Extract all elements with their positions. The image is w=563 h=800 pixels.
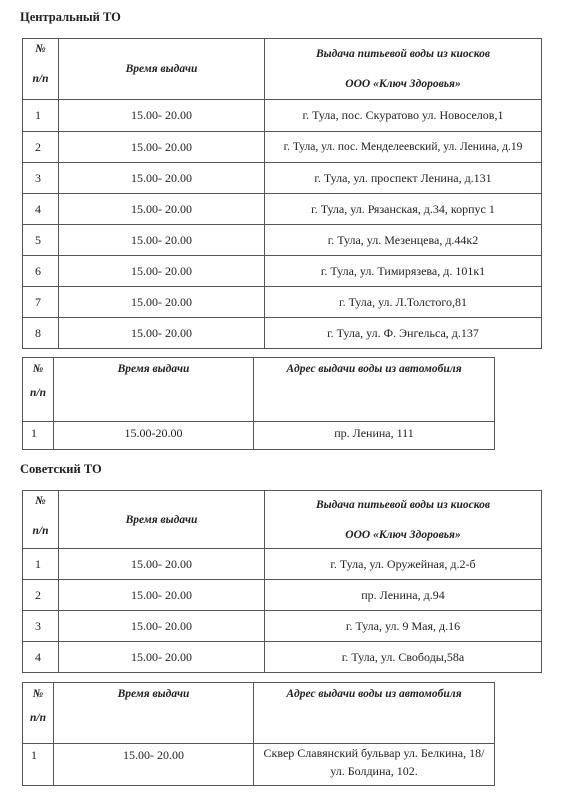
- row-address: г. Тула, ул. Свободы,58а: [265, 642, 542, 673]
- row-num: 2: [23, 580, 59, 611]
- row-address: г. Тула, ул. Л.Толстого,81: [265, 287, 542, 318]
- table-row: [23, 132, 542, 163]
- row-time: 15.00-20.00: [54, 422, 254, 450]
- row-address: г. Тула, ул. пос. Менделеевский, ул. Ленина, д.19: [265, 132, 542, 163]
- row-num: 1: [23, 100, 59, 132]
- row-num: 2: [23, 132, 59, 163]
- row-time: 15.00- 20.00: [59, 642, 265, 673]
- table-row: [23, 744, 495, 786]
- header-time: Время выдачи: [59, 39, 265, 100]
- row-num: 5: [23, 225, 59, 256]
- row-time: 15.00- 20.00: [59, 611, 265, 642]
- header-address: Адрес выдачи воды из автомобиля: [254, 683, 495, 744]
- row-address: г. Тула, ул. проспект Ленина, д.131: [265, 163, 542, 194]
- header-time: Время выдачи: [59, 491, 265, 549]
- table-row: [23, 163, 542, 194]
- row-time: 15.00- 20.00: [59, 287, 265, 318]
- header-num: № п/п: [23, 491, 59, 549]
- section-title-sovetsky: Советский ТО: [20, 462, 102, 476]
- table-header-row: [23, 683, 495, 744]
- row-time: 15.00- 20.00: [59, 132, 265, 163]
- row-num: 6: [23, 256, 59, 287]
- row-address-line2: ул. Болдина, 102.: [330, 764, 418, 778]
- table-header-row: [23, 39, 542, 100]
- row-address: г. Тула, ул. Мезенцева, д.44к2: [265, 225, 542, 256]
- central-kiosk-table: [22, 38, 542, 349]
- row-time: 15.00- 20.00: [59, 163, 265, 194]
- row-address: [254, 744, 495, 786]
- table-row: [23, 194, 542, 225]
- header-num: № п/п: [23, 39, 59, 100]
- table-row: [23, 256, 542, 287]
- central-auto-table: [22, 357, 495, 450]
- header-time: Время выдачи: [54, 358, 254, 422]
- header-time: Время выдачи: [54, 683, 254, 744]
- row-num: 7: [23, 287, 59, 318]
- row-time: 15.00- 20.00: [54, 744, 254, 786]
- sovetsky-kiosk-table: [22, 490, 542, 673]
- table-row: [23, 287, 542, 318]
- row-address: г. Тула, ул. Тимирязева, д. 101к1: [265, 256, 542, 287]
- table-row: [23, 225, 542, 256]
- table-row: [23, 642, 542, 673]
- table-row: [23, 422, 495, 450]
- row-address: г. Тула, ул. 9 Мая, д.16: [265, 611, 542, 642]
- row-address: г. Тула, ул. Рязанская, д.34, корпус 1: [265, 194, 542, 225]
- table-row: [23, 549, 542, 580]
- header-address: Выдача питьевой воды из киосков ООО «Ключ Здоровья»: [265, 39, 542, 100]
- row-num: 3: [23, 163, 59, 194]
- row-num: 1: [23, 422, 54, 450]
- row-num: 4: [23, 642, 59, 673]
- row-address: г. Тула, ул. Ф. Энгельса, д.137: [265, 318, 542, 349]
- table-row: [23, 318, 542, 349]
- table-row: [23, 611, 542, 642]
- row-num: 4: [23, 194, 59, 225]
- row-time: 15.00- 20.00: [59, 225, 265, 256]
- row-address: пр. Ленина, д.94: [265, 580, 542, 611]
- row-time: 15.00- 20.00: [59, 580, 265, 611]
- row-num: 1: [23, 549, 59, 580]
- table-row: [23, 580, 542, 611]
- section-title-central: Центральный ТО: [20, 10, 121, 24]
- row-num: 1: [23, 744, 54, 786]
- table-header-row: [23, 491, 542, 549]
- row-address: пр. Ленина, 111: [254, 422, 495, 450]
- header-address: Адрес выдачи воды из автомобиля: [254, 358, 495, 422]
- row-time: 15.00- 20.00: [59, 194, 265, 225]
- sovetsky-auto-table: [22, 682, 495, 786]
- header-num: № п/п: [23, 358, 54, 422]
- row-time: 15.00- 20.00: [59, 256, 265, 287]
- table-row: [23, 100, 542, 132]
- row-address-line1: Сквер Славянский бульвар ул. Белкина, 18/: [263, 746, 485, 760]
- header-address: Выдача питьевой воды из киосков ООО «Ключ Здоровья»: [265, 491, 542, 549]
- table-header-row: [23, 358, 495, 422]
- row-num: 3: [23, 611, 59, 642]
- row-num: 8: [23, 318, 59, 349]
- row-time: 15.00- 20.00: [59, 100, 265, 132]
- row-time: 15.00- 20.00: [59, 549, 265, 580]
- row-address: г. Тула, пос. Скуратово ул. Новоселов,1: [265, 100, 542, 132]
- row-time: 15.00- 20.00: [59, 318, 265, 349]
- header-num: № п/п: [23, 683, 54, 744]
- row-address: г. Тула, ул. Оружейная, д.2-б: [265, 549, 542, 580]
